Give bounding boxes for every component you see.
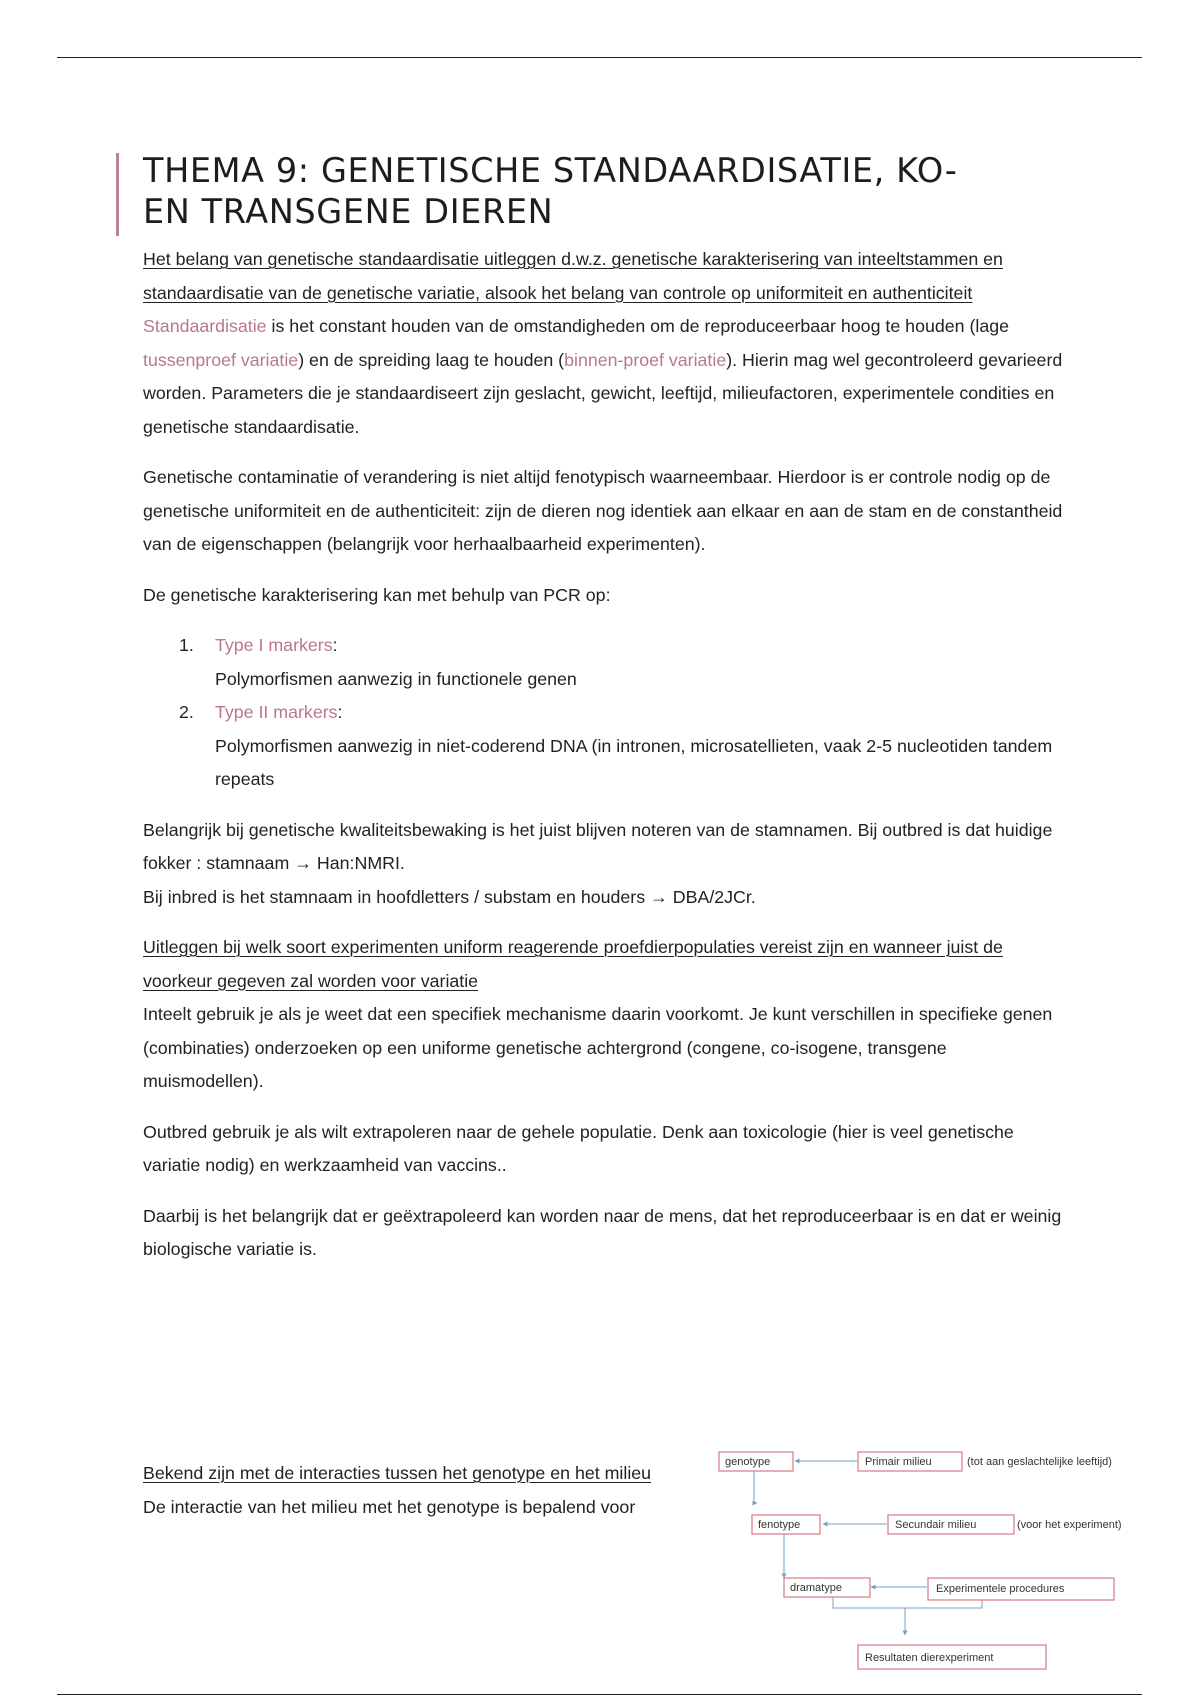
term-tussenproef-variatie: tussenproef variatie (143, 349, 299, 370)
note-secundair: (voor het experiment) (1017, 1519, 1122, 1531)
list-item: 1. Type I markers: Polymorfismen aanwezig in functionele genen (143, 629, 1063, 696)
label-experimentele-procedures: Experimentele procedures (936, 1583, 1065, 1595)
connector-dramatype-down (833, 1597, 905, 1608)
list-number: 1. (179, 635, 194, 655)
section2-heading: Uitleggen bij welk soort experimenten uniform reagerende proefdierpopulaties vereist zijn en wanneer juist de voorkeur gegeven zal worden voor variatie (143, 937, 1003, 991)
list-number: 2. (179, 702, 194, 722)
term-type-ii-markers: Type II markers (215, 702, 338, 722)
term-type-i-markers: Type I markers (215, 635, 333, 655)
section1-heading: Het belang van genetische standaardisatie uitleggen d.w.z. genetische karakterisering van inteeltstammen en standaardisatie van de genetische variatie, alsook het belang van controle op uniformiteit en authenticiteit (143, 249, 1003, 303)
standaardisatie-paragraph: Standaardisatie is het constant houden van de omstandigheden om de reproduceerbaar hoog te houden (lage tussenproef variatie) en de spreiding laag te houden (binnen-proef variatie). Hierin mag wel gecontroleerd gevarieerd worden. Parameters die je standaardiseert zijn geslacht, gewicht, leeftijd, milieufactoren, experimentele condities en genetische standaardisatie. (143, 316, 1063, 437)
arrow-genotype-to-fenotype (754, 1470, 757, 1503)
section3-paragraph: De interactie van het milieu met het genotype is bepalend voor (143, 1496, 636, 1517)
outbred-paragraph: Outbred gebruik je als wilt extrapoleren naar de gehele populatie. Denk aan toxicologie (hier is veel genetische variatie nodig) en werkzaamheid van vaccins.. (143, 1121, 1014, 1175)
list-item: 2. Type II markers: Polymorfismen aanwezig in niet-coderend DNA (in intronen, microsatellieten, vaak 2-5 nucleotiden tandem repeats (143, 696, 1063, 797)
label-secundair-milieu: Secundair milieu (895, 1519, 977, 1531)
label-dramatype: dramatype (790, 1582, 842, 1594)
term-standaardisatie: Standaardisatie (143, 316, 267, 336)
section3-heading: Bekend zijn met de interacties tussen het genotype en het milieu (143, 1463, 652, 1483)
note-primair: (tot aan geslachtelijke leeftijd) (967, 1456, 1112, 1468)
term-binnen-proef-variatie: binnen-proef variatie (564, 349, 727, 370)
label-fenotype: fenotype (758, 1519, 801, 1531)
extrapolatie-paragraph: Daarbij is het belangrijk dat er geëxtrapoleerd kan worden naar de mens, dat het reproduceerbaar is en dat er weinig biologische variatie is. (143, 1205, 1062, 1259)
list-item-description: Polymorfismen aanwezig in niet-coderend DNA (in intronen, microsatellieten, vaak 2-5 nucleotiden tandem repeats (215, 735, 1053, 789)
heading-accent-bar (116, 153, 119, 236)
marker-list (143, 629, 1063, 797)
list-item-description: Polymorfismen aanwezig in functionele genen (215, 668, 577, 689)
bottom-rule (57, 1694, 1142, 1695)
label-primair-milieu: Primair milieu (865, 1456, 932, 1468)
label-genotype: genotype (725, 1456, 771, 1468)
genotype-environment-diagram (705, 1440, 1150, 1680)
inteelt-paragraph: Inteelt gebruik je als je weet dat een specifiek mechanisme daarin voorkomt. Je kunt verschillen in specifieke genen (combinaties) onderzoeken op een uniforme genetische achtergrond (congene, co-isogene, transgene muismodellen). (143, 1004, 1053, 1091)
stamnamen-paragraph: Belangrijk bij genetische kwaliteitsbewaking is het juist blijven noteren van de stamnamen. Bij outbred is dat huidige fokker : stamnaam → Han:NMRI. Bij inbred is het stamnaam in hoofdletters / substam en houders → DBA/2JCr. (143, 819, 1053, 907)
title-line-1: THEMA 9: GENETISCHE STANDAARDISATIE, KO- (143, 151, 958, 190)
title-line-2: EN TRANSGENE DIEREN (143, 192, 554, 231)
label-resultaten: Resultaten dierexperiment (865, 1652, 994, 1664)
pcr-intro-paragraph: De genetische karakterisering kan met behulp van PCR op: (143, 584, 611, 605)
page-title (143, 150, 1073, 232)
main-text (143, 243, 1063, 1284)
contaminatie-paragraph: Genetische contaminatie of verandering is niet altijd fenotypisch waarneembaar. Hierdoor is er controle nodig op de genetische uniformiteit en de authenticiteit: zijn de dieren nog identiek aan elkaar en aan de stam en de constantheid van de eigenschappen (belangrijk voor herhaalbaarheid experimenten). (143, 467, 1063, 554)
top-rule (57, 57, 1142, 58)
section3 (143, 1457, 703, 1524)
